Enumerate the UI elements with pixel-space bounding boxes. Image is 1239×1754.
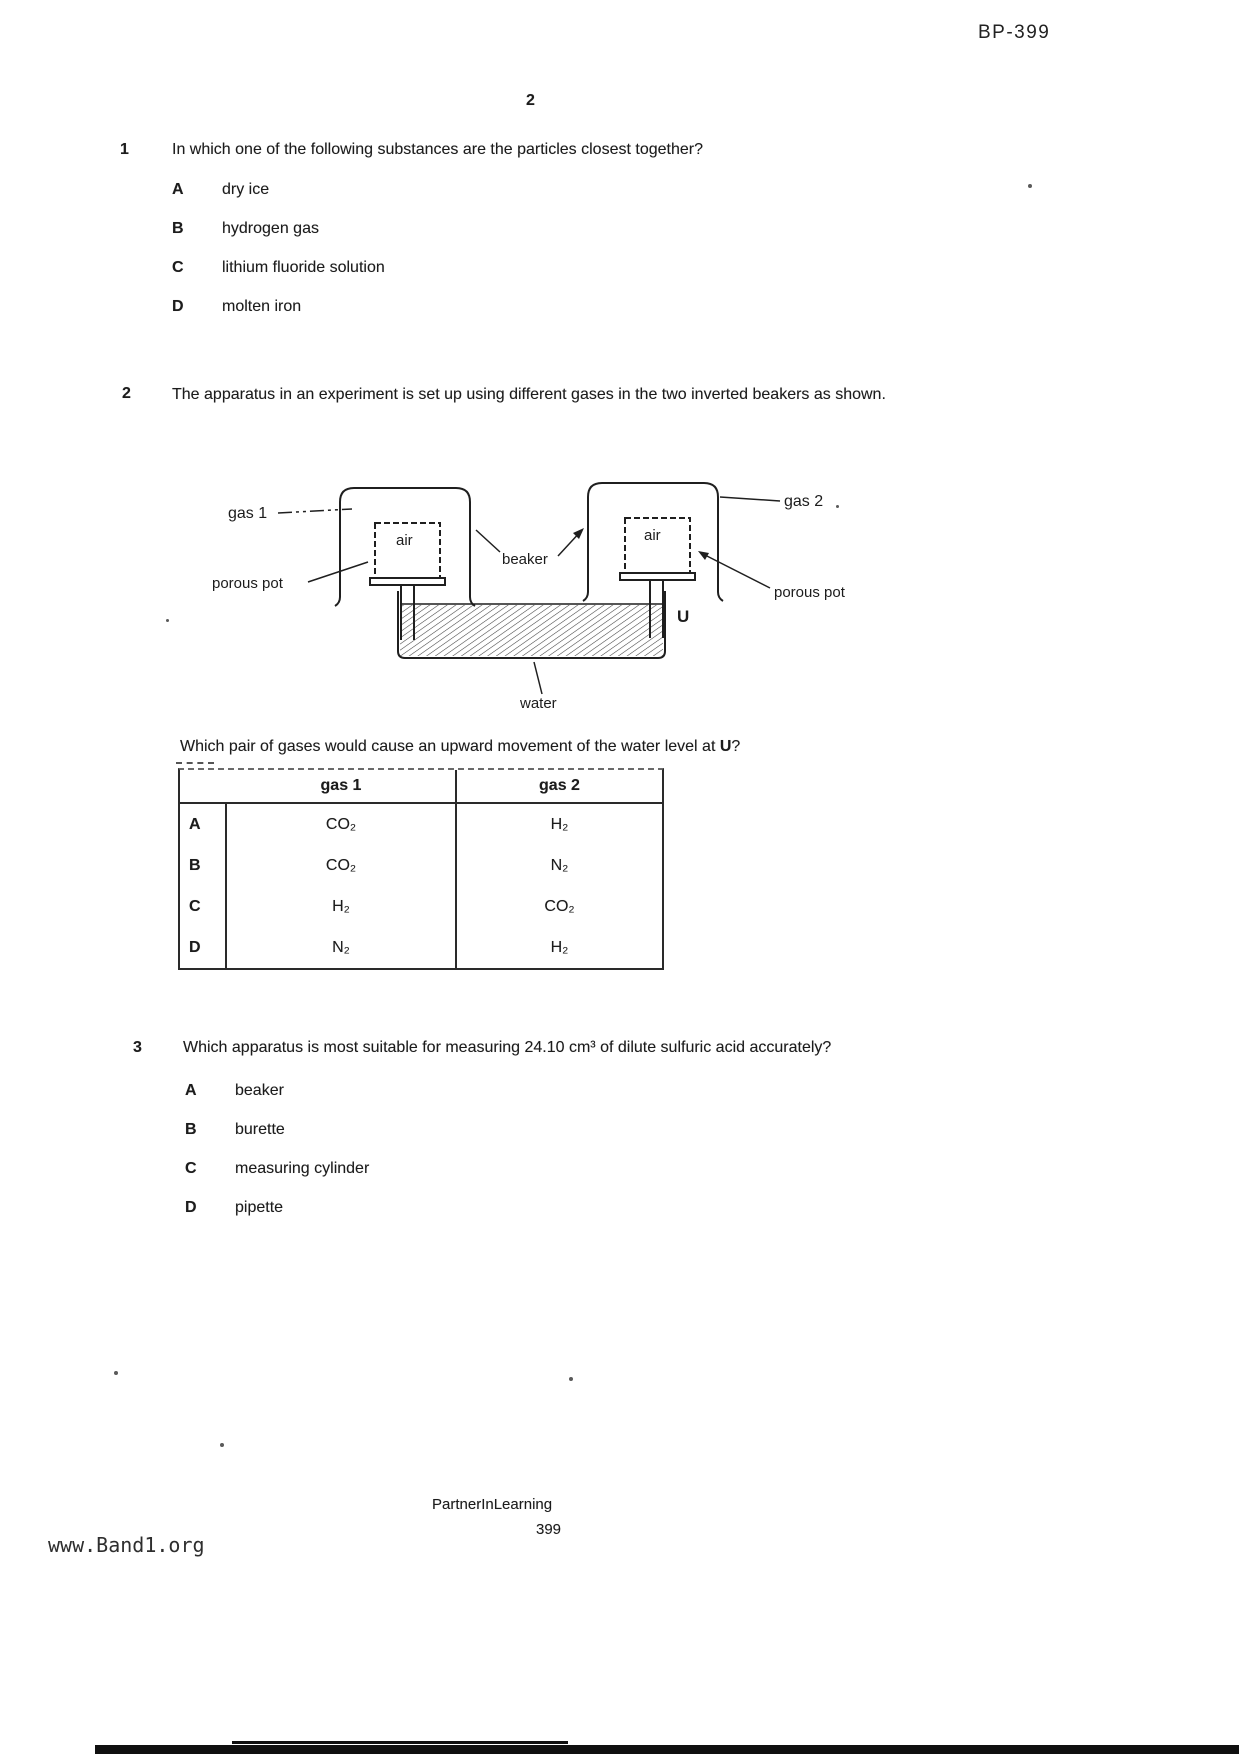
footer-watermark: www.Band1.org — [48, 1533, 205, 1557]
table-header-gas2: gas 2 — [539, 777, 580, 794]
table-row — [180, 845, 662, 886]
beaker-leader-line — [476, 530, 500, 552]
scan-artifact-dashes — [176, 762, 214, 764]
question-1-text: In which one of the following substances are the particles closest together? — [172, 141, 703, 158]
option-letter: B — [185, 1121, 197, 1138]
sub-question-text: Which pair of gases would cause an upward movement of the water level at — [180, 738, 720, 755]
row-letter: C — [180, 886, 227, 927]
porous-pot-right-flange — [620, 573, 695, 580]
porous-pot-label-left: porous pot — [212, 575, 283, 592]
option-letter: C — [172, 259, 184, 276]
option-letter: A — [185, 1082, 197, 1099]
table-row — [180, 927, 662, 968]
porous-pot-right-leader-line — [701, 553, 770, 588]
porous-pot-left-flange — [370, 578, 445, 585]
row-gas1: N₂ — [227, 927, 457, 968]
sub-question-u: U — [719, 738, 732, 755]
table-row — [180, 804, 662, 845]
porous-pot-label-right: porous pot — [774, 584, 845, 601]
row-gas2: H₂ — [550, 938, 569, 956]
q3-option-d — [185, 1197, 283, 1219]
table-corner-cell — [180, 770, 227, 802]
question-3-text: Which apparatus is most suitable for measuring 24.10 cm³ of dilute sulfuric acid accurately? — [183, 1039, 832, 1056]
row-gas2: CO₂ — [544, 897, 575, 915]
question-3-number: 3 — [133, 1039, 142, 1056]
water-fill — [400, 605, 663, 656]
arrowhead-icon — [698, 551, 709, 560]
option-text: beaker — [235, 1082, 284, 1099]
option-letter: C — [185, 1160, 197, 1177]
option-letter: A — [172, 181, 184, 198]
row-gas2: N₂ — [550, 856, 569, 874]
footer-partner-text: PartnerInLearning — [432, 1496, 553, 1513]
scan-artifact-dot — [114, 1371, 118, 1375]
page-number: 2 — [526, 92, 535, 109]
air-label-left: air — [396, 532, 413, 549]
scan-artifact-dot — [1028, 184, 1032, 188]
row-gas1: CO₂ — [227, 845, 457, 886]
porous-pot-left-leader-line — [308, 562, 368, 582]
option-text: burette — [235, 1121, 285, 1138]
row-gas2: H₂ — [550, 815, 569, 833]
option-letter: D — [172, 298, 184, 315]
gas2-leader-line — [720, 497, 780, 501]
option-text: hydrogen gas — [222, 220, 319, 237]
option-text: measuring cylinder — [235, 1160, 370, 1177]
table-header-row — [180, 770, 662, 804]
option-text: dry ice — [222, 181, 270, 198]
water-leader-line — [534, 662, 542, 694]
option-letter: D — [185, 1199, 197, 1216]
q1-option-d — [172, 296, 301, 318]
row-gas1: CO₂ — [227, 804, 457, 845]
question-2-text: The apparatus in an experiment is set up using different gases in the two inverted beakers as shown. — [172, 386, 886, 403]
q3-option-a — [185, 1080, 284, 1102]
row-letter: A — [180, 804, 227, 845]
beaker-label: beaker — [502, 551, 548, 568]
gas2-label: gas 2 — [784, 493, 824, 510]
option-text: molten iron — [222, 298, 302, 315]
gas1-label: gas 1 — [228, 505, 268, 522]
sub-question-mark: ? — [731, 738, 741, 755]
footer-paper-number: 399 — [536, 1521, 562, 1538]
water-label: water — [520, 695, 557, 712]
q3-option-b — [185, 1119, 285, 1141]
q2-sub-question — [180, 736, 740, 758]
row-letter: B — [180, 845, 227, 886]
table-header-gas1: gas 1 — [227, 770, 457, 802]
row-letter: D — [180, 927, 227, 968]
table-row — [180, 886, 662, 927]
scan-artifact-dot — [220, 1443, 224, 1447]
option-text: pipette — [235, 1199, 284, 1216]
q1-option-c — [172, 257, 385, 279]
q3-option-c — [185, 1158, 369, 1180]
question-1-number: 1 — [120, 141, 129, 158]
u-point-label: U — [677, 607, 690, 626]
scan-edge-line — [232, 1741, 568, 1744]
scan-edge-bar — [95, 1745, 1239, 1754]
scan-artifact-dot — [836, 505, 839, 508]
scan-artifact-dot — [569, 1377, 573, 1381]
option-letter: B — [172, 220, 184, 237]
air-label-right: air — [644, 527, 661, 544]
paper-code: BP-399 — [978, 22, 1051, 43]
answer-table — [178, 768, 664, 970]
question-2-number: 2 — [122, 385, 131, 402]
apparatus-diagram — [160, 470, 880, 720]
row-gas1: H₂ — [227, 886, 457, 927]
q1-option-a — [172, 179, 269, 201]
scan-artifact-dot — [166, 619, 169, 622]
q1-option-b — [172, 218, 319, 240]
option-text: lithium fluoride solution — [222, 259, 385, 276]
